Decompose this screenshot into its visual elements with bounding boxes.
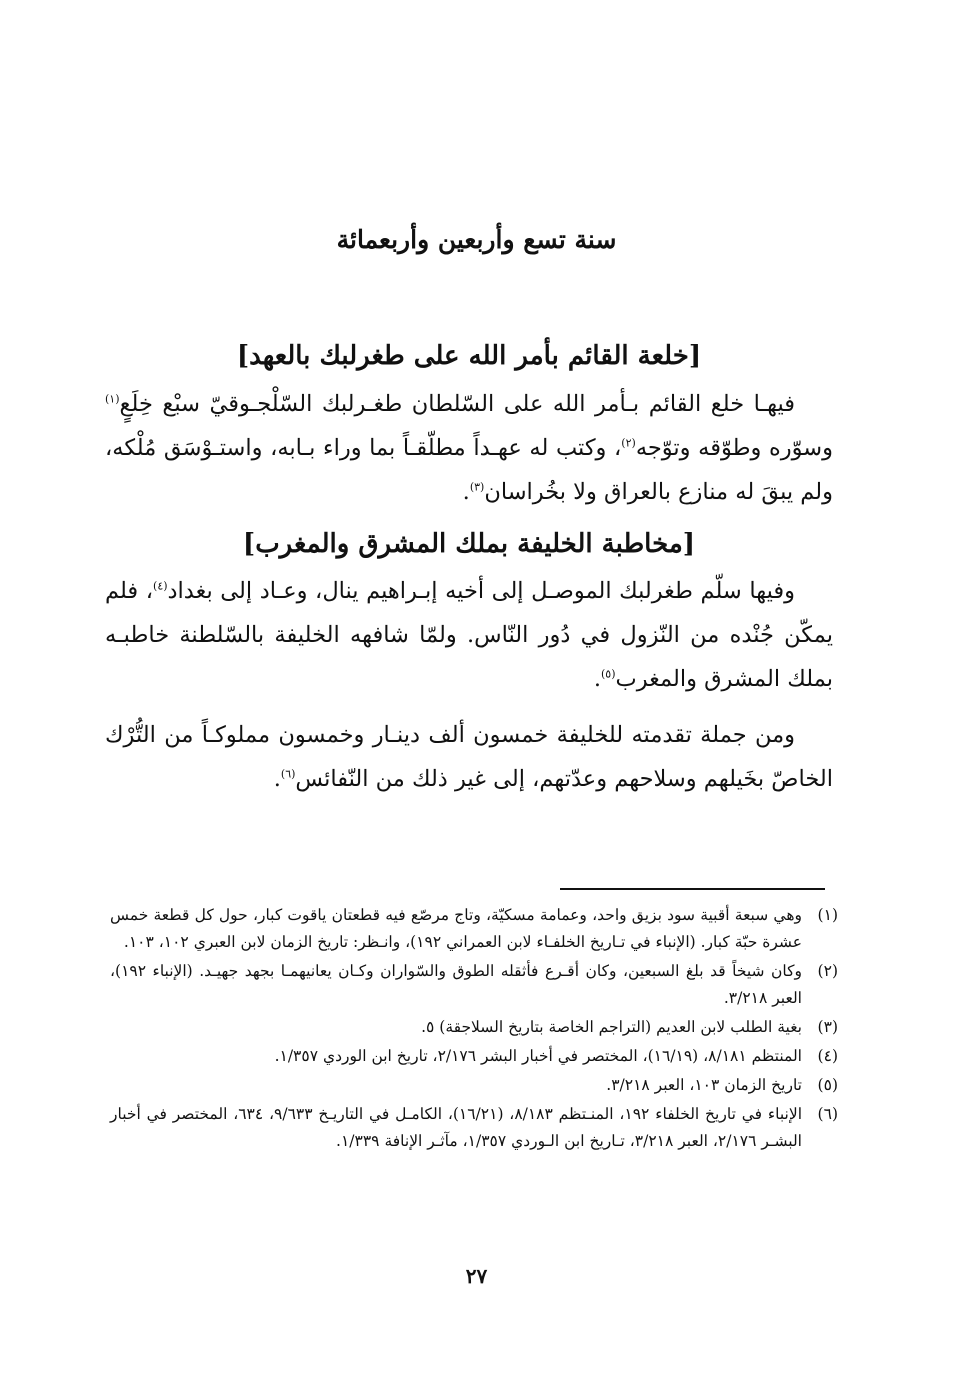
footnote <box>110 958 838 1012</box>
chapter-title: سنة تسع وأربعين وأربعمائة <box>336 225 617 254</box>
footnote-text: المنتظم ٨/١٨١، (١٦/١٩)، المختصر في أخبار البشر ٢/١٧٦، تاريخ ابن الوردي ١/٣٥٧. <box>274 1047 802 1065</box>
footnote-reference: (١) <box>105 392 120 406</box>
footnote-number: (١) <box>817 906 838 924</box>
footnote-number: (٤) <box>817 1047 838 1065</box>
paragraph-text: . <box>593 666 601 693</box>
paragraph-text: وفيها سلّم طغرلبك الموصـل إلى أخيه إبـراهيم ينال، وعـاد إلى بغداد <box>167 578 795 605</box>
section-heading: [خلعة القائم بأمر الله على طغرلبك بالعهد] <box>236 341 702 371</box>
footnote-number: (٥) <box>817 1076 838 1094</box>
footnote-text: تاريخ الزمان ١٠٣، العبر ٣/٢١٨. <box>606 1076 802 1094</box>
paragraph-text: ، فلم يمكّن جُنْده من النّزول في دُور النّاس. ولمّا شافهه الخليفة بالسّلطنة خاطبـه بملك المشرق والمغرب <box>105 578 833 693</box>
paragraph-text: فيهـا خلع القائم بـأمر الله على السّلطان طغـرلبك السّلْجـوقيّ سبْع خِلَعٍ <box>119 390 795 417</box>
paragraph <box>105 382 833 514</box>
section-heading: [مخاطبة الخليفة بملك المشرق والمغرب] <box>242 528 696 559</box>
paragraph-text: وسوّره وطوّقه وتوّجه <box>635 434 833 461</box>
footnote <box>110 1043 838 1070</box>
footnote-text: وكان شيخاً قد بلغ السبعين، وكان أقـرع فأثقله الطوق والسّواران وكـان يعانيهمـا بجهد جهيـد. (الإنباء ١٩٢)، العبر ٣/٢١٨. <box>110 962 802 1007</box>
footnotes <box>110 902 838 1157</box>
footnote <box>110 1014 838 1041</box>
footnote-separator <box>560 888 825 890</box>
footnote-number: (٦) <box>817 1105 838 1123</box>
page-number: ٢٧ <box>465 1264 488 1288</box>
paragraph-text: . <box>273 766 281 793</box>
paragraph <box>105 569 833 701</box>
footnote <box>110 902 838 956</box>
footnote-text: بغية الطلب لابن العديم (التراجم الخاصة بتاريخ السلاجقة) ٥. <box>421 1018 802 1036</box>
footnote-text: وهي سبعة أقبية سود بزيق واحد، وعمامة مسكيّة، وتاج مرصّع فيه قطعتان ياقوت كبار، حول كل قطعة خمس عشرة حبّة كبار. (الإنباء في تـاريخ الخلفـاء لابن العمراني ١٩٢)، وانـظر: تاريخ الزمان لابن العبري ١٠٢، ١٠٣. <box>110 906 802 951</box>
footnote-reference: (٤) <box>153 579 168 593</box>
footnote-text: الإنباء في تاريخ الخلفاء ١٩٢، المنـتظم ٨/١٨٣، (١٦/٢١)، الكامـل في التاريـخ ٩/٦٣٣، ٦٣٤، المختصر في أخبار البشـر ٢/١٧٦، العبر ٣/٢١٨، تـاريخ ابن الـوردي ١/٣٥٧، مآثـر الإنافة ١/٣٣٩. <box>110 1105 802 1150</box>
footnote-number: (٢) <box>817 962 838 980</box>
footnote-number: (٣) <box>817 1018 838 1036</box>
footnote-reference: (٦) <box>280 767 296 781</box>
footnote <box>110 1072 838 1099</box>
main-text <box>105 338 833 813</box>
footnote-reference: (٣) <box>469 480 485 494</box>
footnote-reference: (٢) <box>621 436 636 450</box>
footnote <box>110 1101 838 1155</box>
footnote-reference: (٥) <box>601 667 616 681</box>
paragraph-text: ومن جملة تقدمته للخليفة خمسون ألف دينـار وخمسون مملوكـاً من التُّرْك الخاصّ بخَيلهم وسلاحهم وعدّتهم، إلى غير ذلك من النّفائس <box>105 722 833 793</box>
paragraph <box>105 713 833 801</box>
paragraph-text: . <box>462 478 470 505</box>
paragraph-text: ، وكتب له عهـداً مطلّقـاً بما وراء بـابه، واستـوْسَق مُلْكه، ولم يبقَ له منازع بالعراق ولا بخُراسان <box>105 434 833 505</box>
